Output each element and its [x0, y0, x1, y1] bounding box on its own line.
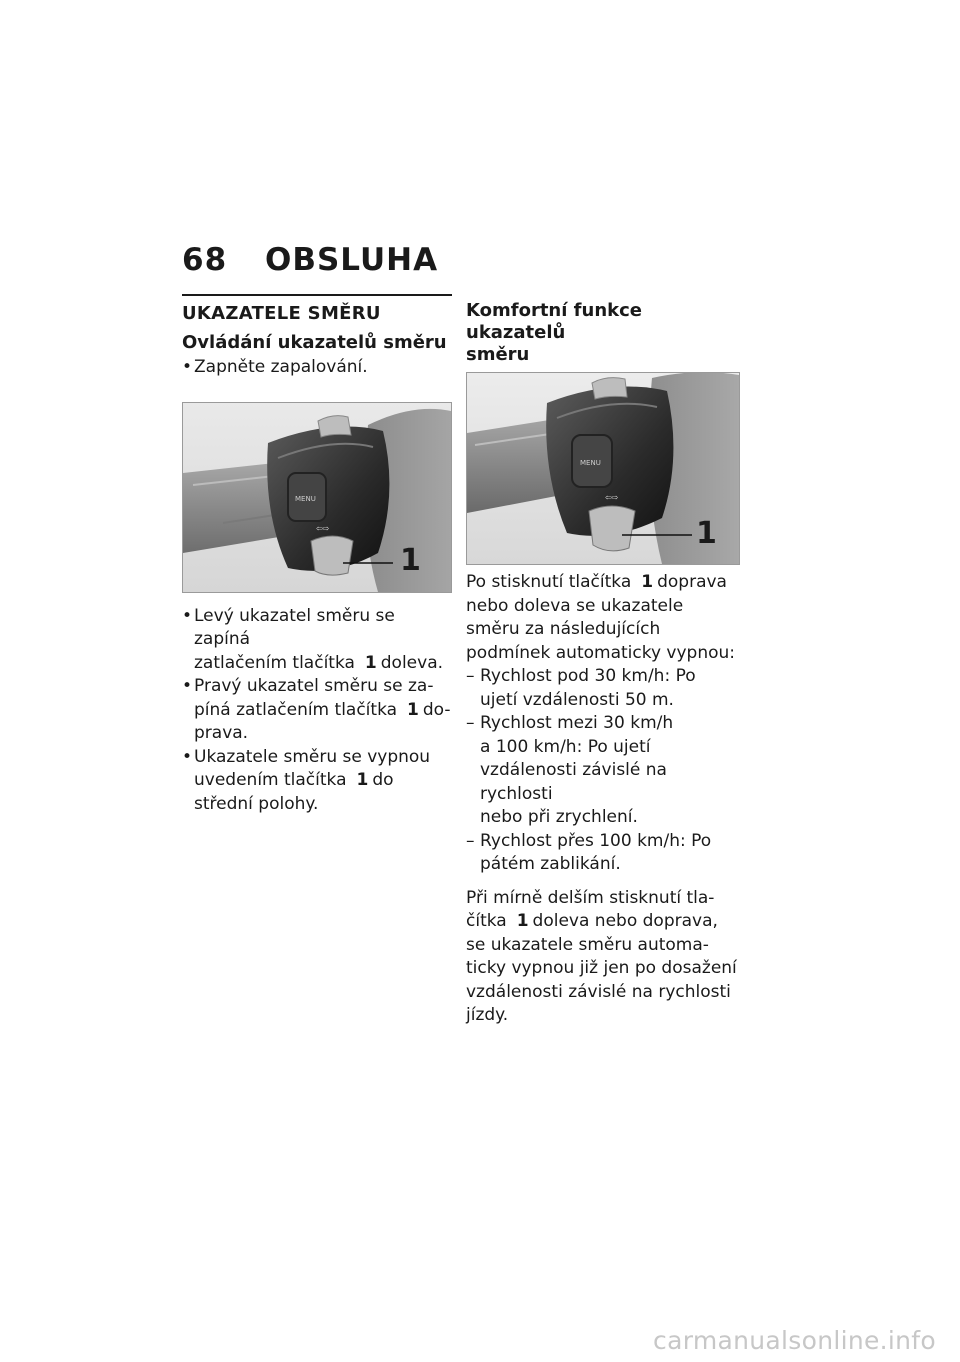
button-ref: 1 [641, 572, 654, 592]
left-column [182, 294, 452, 816]
dash-line: ujetí vzdálenosti 50 m. [480, 689, 674, 710]
chapter-title: OBSLUHA [265, 242, 439, 278]
para-line: vzdálenosti závislé na rychlosti [466, 981, 731, 1002]
button-ref: 1 [516, 911, 529, 931]
bullet-right-signal [182, 675, 452, 746]
figure-callout-1: 1 [696, 516, 717, 551]
svg-text:MENU: MENU [580, 459, 601, 467]
para-line: se ukazatele směru automa- [466, 934, 709, 955]
bullet-line: Levý ukazatel směru se zapíná [194, 605, 395, 649]
right-column [466, 294, 739, 1028]
title-line: směru [466, 344, 530, 365]
turn-signal-switch-figure-closeup [466, 372, 740, 565]
dash-line: nebo při zrychlení. [480, 807, 638, 827]
section-rule [182, 294, 452, 296]
bullet-line: Ukazatele směru se vypnou [194, 746, 431, 767]
bullet-text: zatlačením tlačítka [194, 652, 355, 673]
page-header [182, 242, 438, 278]
para-text: doprava [657, 572, 727, 592]
comfort-function-title [466, 300, 739, 366]
svg-text:⇦⇨: ⇦⇨ [605, 493, 619, 502]
title-line: Komfortní funkce ukazatelů [466, 300, 642, 343]
dash-line: Rychlost přes 100 km/h: Po [480, 830, 712, 851]
speed-condition-mid: – Rychlost mezi 30 km/h a 100 km/h: Po ujetí vzdálenosti závislé na rychlosti nebo při zrychlení. [466, 713, 674, 827]
bullet-text: doleva. [380, 652, 444, 673]
dash-line: pátém zablikání. [480, 854, 621, 874]
dash-line: a 100 km/h: Po ujetí [480, 736, 651, 757]
bullet-text: uvedením tlačítka [194, 770, 347, 790]
button-ref: 1 [407, 699, 419, 720]
para-line: nebo doleva se ukazatele [466, 595, 684, 616]
para-text: Po stisknutí tlačítka [466, 572, 632, 592]
figure-callout-1: 1 [400, 542, 421, 578]
intro-bullet: • Zapněte zapalování. [182, 356, 452, 380]
bullet-text: střední polohy. [194, 793, 319, 814]
button-ref: 1 [356, 770, 369, 790]
bullet-text: do [372, 770, 394, 790]
para-text: čítka [466, 911, 507, 931]
para-line: ticky vypnou již jen po dosažení [466, 958, 737, 978]
para-line: jízdy. [466, 1005, 509, 1025]
bullet-text: do- [422, 699, 451, 720]
dash-line: vzdálenosti závislé na rychlosti [480, 760, 667, 804]
para-line: podmínek automaticky vypnou: [466, 642, 736, 663]
svg-text:MENU: MENU [295, 494, 316, 503]
para-line: směru za následujících [466, 619, 661, 639]
para-line: Při mírně delším stisknutí tla- [466, 887, 715, 908]
bullet-text: prava. [194, 723, 249, 743]
dash-line: Rychlost mezi 30 km/h [480, 713, 674, 733]
turn-signal-switch-figure [182, 402, 452, 593]
bullet-text: píná zatlačením tlačítka [194, 699, 398, 720]
bullet-left-signal [182, 605, 452, 676]
bullet-line: Pravý ukazatel směru se za- [194, 676, 434, 696]
speed-condition-high: – Rychlost přes 100 km/h: Po pátém zablikání. [466, 830, 712, 874]
comfort-intro-paragraph [466, 571, 739, 665]
long-press-paragraph [466, 887, 739, 1028]
para-text: doleva nebo doprava, [532, 911, 718, 931]
dash-line: Rychlost pod 30 km/h: Po [480, 666, 696, 686]
subsection-title: Ovládání ukazatelů směru [182, 332, 447, 353]
page-number: 68 [182, 242, 228, 278]
watermark: carmanualsonline.info [653, 1326, 936, 1355]
section-title: UKAZATELE SMĚRU [182, 303, 381, 324]
svg-text:⇦⇨: ⇦⇨ [316, 523, 330, 533]
bullet-signal-off [182, 746, 452, 817]
speed-condition-low: – Rychlost pod 30 km/h: Po ujetí vzdálenosti 50 m. [466, 666, 696, 710]
button-ref: 1 [364, 652, 377, 673]
